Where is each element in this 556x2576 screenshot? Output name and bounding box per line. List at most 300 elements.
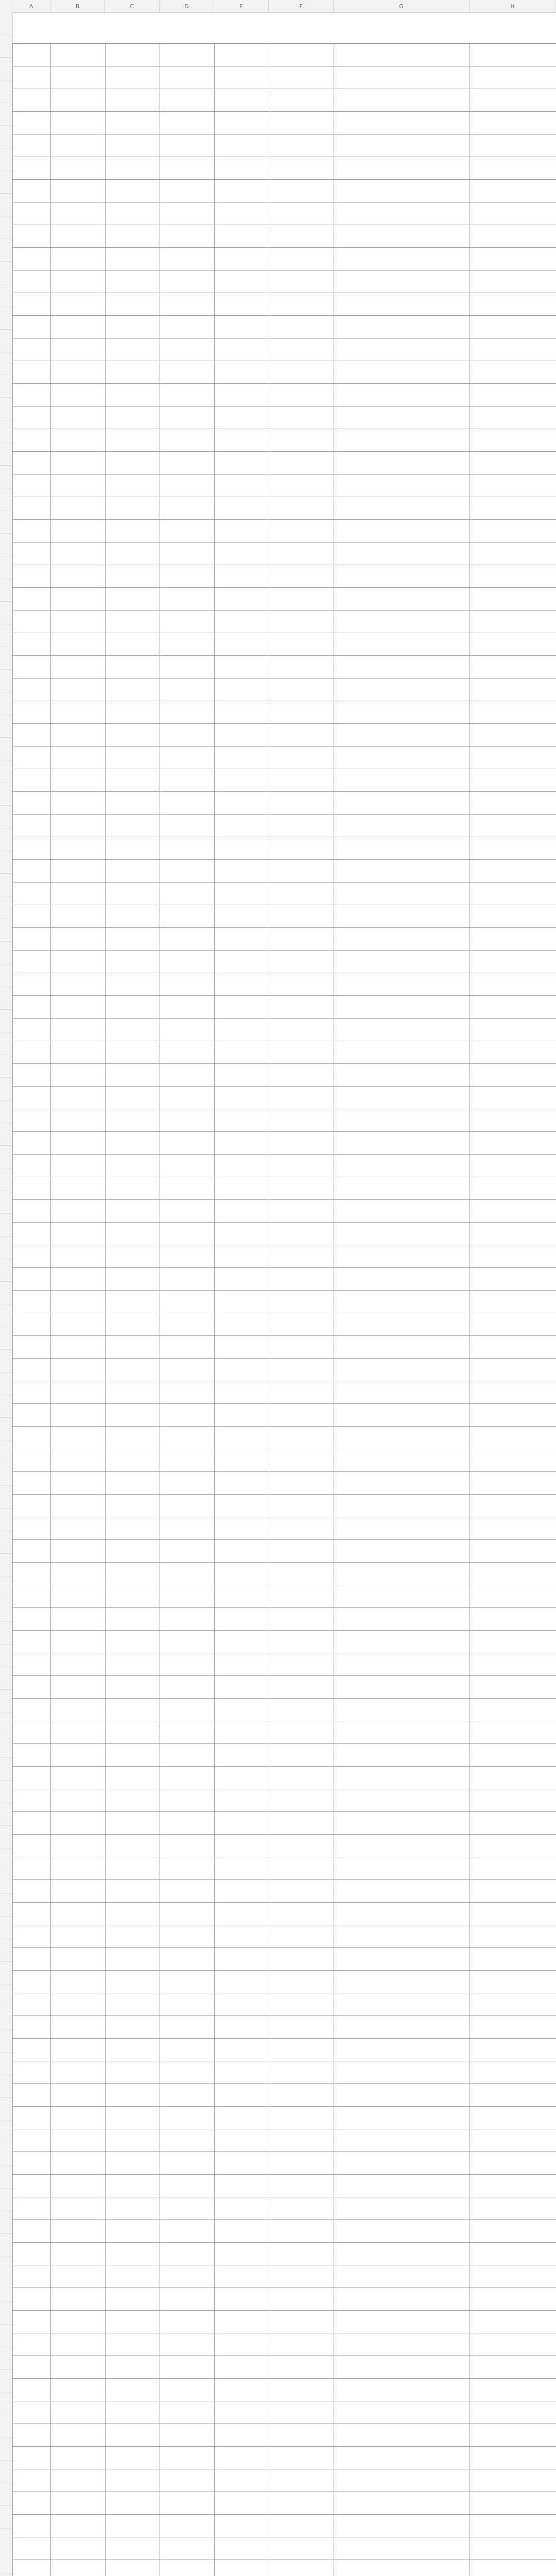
table-cell[interactable] <box>334 815 470 837</box>
column-letter[interactable]: A <box>12 0 50 12</box>
table-cell[interactable] <box>106 474 160 497</box>
table-cell[interactable] <box>51 724 106 747</box>
table-cell[interactable] <box>51 2175 106 2197</box>
table-cell[interactable] <box>269 1585 334 1608</box>
row-number[interactable] <box>0 828 12 851</box>
table-cell[interactable] <box>13 1835 51 1857</box>
table-cell[interactable] <box>13 1472 51 1495</box>
table-cell[interactable] <box>334 1789 470 1812</box>
table-cell[interactable] <box>334 656 470 679</box>
table-cell[interactable] <box>13 474 51 497</box>
row-number[interactable] <box>0 1917 12 1939</box>
table-cell[interactable] <box>13 361 51 384</box>
table-cell[interactable] <box>215 384 269 406</box>
table-cell[interactable] <box>470 837 556 860</box>
table-cell[interactable] <box>106 1993 160 2016</box>
table-cell[interactable] <box>269 2152 334 2175</box>
table-cell[interactable] <box>269 1336 334 1359</box>
table-cell[interactable] <box>334 452 470 474</box>
table-cell[interactable] <box>160 2129 215 2152</box>
table-cell[interactable] <box>334 1495 470 1517</box>
table-cell[interactable] <box>269 406 334 429</box>
table-cell[interactable] <box>106 2515 160 2537</box>
table-cell[interactable] <box>215 1449 269 1472</box>
table-cell[interactable] <box>269 1857 334 1880</box>
table-cell[interactable] <box>106 112 160 134</box>
table-cell[interactable] <box>106 89 160 112</box>
table-cell[interactable] <box>13 1427 51 1449</box>
table-cell[interactable] <box>269 1676 334 1699</box>
table-cell[interactable] <box>470 89 556 112</box>
table-cell[interactable] <box>334 769 470 792</box>
table-cell[interactable] <box>334 2107 470 2129</box>
table-cell[interactable] <box>160 1563 215 1585</box>
table-cell[interactable] <box>269 1903 334 1925</box>
table-cell[interactable] <box>160 905 215 928</box>
table-cell[interactable] <box>160 2537 215 2560</box>
row-number[interactable] <box>0 307 12 330</box>
table-cell[interactable] <box>470 611 556 633</box>
table-cell[interactable] <box>269 202 334 225</box>
table-cell[interactable] <box>334 1359 470 1381</box>
table-cell[interactable] <box>51 611 106 633</box>
table-cell[interactable] <box>160 2311 215 2333</box>
row-number[interactable] <box>0 2189 12 2211</box>
table-cell[interactable] <box>106 973 160 996</box>
table-cell[interactable] <box>13 1223 51 1245</box>
table-cell[interactable] <box>269 2333 334 2356</box>
table-cell[interactable] <box>51 157 106 180</box>
table-cell[interactable] <box>51 112 106 134</box>
table-cell[interactable] <box>51 2401 106 2424</box>
table-cell[interactable] <box>160 1064 215 1087</box>
table-cell[interactable] <box>269 1041 334 1064</box>
table-cell[interactable] <box>269 1563 334 1585</box>
table-cell[interactable] <box>470 1925 556 1948</box>
table-cell[interactable] <box>334 2447 470 2469</box>
table-cell[interactable] <box>215 1835 269 1857</box>
table-cell[interactable] <box>13 2492 51 2515</box>
row-number[interactable] <box>0 35 12 58</box>
row-number[interactable] <box>0 1826 12 1849</box>
row-number[interactable] <box>0 1849 12 1871</box>
table-cell[interactable] <box>334 883 470 905</box>
table-cell[interactable] <box>106 2492 160 2515</box>
row-number[interactable] <box>0 2211 12 2234</box>
table-cell[interactable] <box>470 2129 556 2152</box>
table-cell[interactable] <box>470 2537 556 2560</box>
table-cell[interactable] <box>51 2379 106 2401</box>
table-cell[interactable] <box>269 1268 334 1291</box>
table-cell[interactable] <box>51 1857 106 1880</box>
row-number[interactable] <box>0 1350 12 1372</box>
table-cell[interactable] <box>13 2016 51 2039</box>
table-cell[interactable] <box>269 157 334 180</box>
table-cell[interactable] <box>13 1631 51 1653</box>
table-cell[interactable] <box>269 1540 334 1563</box>
row-number[interactable] <box>0 2257 12 2279</box>
table-cell[interactable] <box>334 2175 470 2197</box>
table-cell[interactable] <box>51 2560 106 2576</box>
table-cell[interactable] <box>106 1880 160 1903</box>
table-cell[interactable] <box>269 452 334 474</box>
table-cell[interactable] <box>334 157 470 180</box>
table-cell[interactable] <box>215 2424 269 2447</box>
table-cell[interactable] <box>215 1381 269 1404</box>
table-cell[interactable] <box>13 293 51 316</box>
table-cell[interactable] <box>269 66 334 89</box>
table-cell[interactable] <box>269 1313 334 1336</box>
table-cell[interactable] <box>13 1313 51 1336</box>
table-cell[interactable] <box>334 1404 470 1427</box>
table-cell[interactable] <box>215 1903 269 1925</box>
table-cell[interactable] <box>269 1291 334 1313</box>
table-cell[interactable] <box>13 883 51 905</box>
table-cell[interactable] <box>470 951 556 973</box>
table-cell[interactable] <box>334 474 470 497</box>
header-cell[interactable] <box>470 44 556 66</box>
table-cell[interactable] <box>334 2379 470 2401</box>
table-cell[interactable] <box>160 633 215 656</box>
table-cell[interactable] <box>215 565 269 588</box>
column-letter[interactable]: C <box>105 0 160 12</box>
table-cell[interactable] <box>51 134 106 157</box>
table-cell[interactable] <box>13 248 51 270</box>
table-cell[interactable] <box>160 2401 215 2424</box>
table-cell[interactable] <box>51 905 106 928</box>
table-cell[interactable] <box>334 2265 470 2288</box>
table-cell[interactable] <box>269 2107 334 2129</box>
table-cell[interactable] <box>334 1721 470 1744</box>
table-cell[interactable] <box>215 1699 269 1721</box>
row-number[interactable] <box>0 1803 12 1826</box>
table-cell[interactable] <box>51 248 106 270</box>
table-cell[interactable] <box>106 1472 160 1495</box>
table-cell[interactable] <box>470 792 556 815</box>
row-number[interactable] <box>0 398 12 420</box>
row-number[interactable] <box>0 760 12 783</box>
table-cell[interactable] <box>51 1359 106 1381</box>
table-cell[interactable] <box>160 180 215 202</box>
table-cell[interactable] <box>334 1245 470 1268</box>
table-cell[interactable] <box>334 2537 470 2560</box>
table-cell[interactable] <box>269 2265 334 2288</box>
row-number[interactable] <box>0 624 12 647</box>
table-cell[interactable] <box>13 701 51 724</box>
table-cell[interactable] <box>269 429 334 452</box>
table-cell[interactable] <box>334 588 470 611</box>
table-cell[interactable] <box>51 1721 106 1744</box>
table-cell[interactable] <box>51 2537 106 2560</box>
table-cell[interactable] <box>470 815 556 837</box>
row-number[interactable] <box>0 1599 12 1622</box>
row-number[interactable] <box>0 1236 12 1259</box>
header-cell[interactable] <box>334 44 470 66</box>
table-cell[interactable] <box>13 1540 51 1563</box>
row-number[interactable] <box>0 262 12 284</box>
table-cell[interactable] <box>160 2016 215 2039</box>
table-cell[interactable] <box>215 1948 269 1971</box>
table-cell[interactable] <box>269 1109 334 1132</box>
table-cell[interactable] <box>215 1336 269 1359</box>
table-cell[interactable] <box>13 837 51 860</box>
table-cell[interactable] <box>160 543 215 565</box>
table-cell[interactable] <box>215 89 269 112</box>
table-cell[interactable] <box>106 1676 160 1699</box>
row-number[interactable] <box>0 534 12 556</box>
table-cell[interactable] <box>51 2356 106 2379</box>
table-cell[interactable] <box>334 1676 470 1699</box>
table-cell[interactable] <box>269 2220 334 2243</box>
table-cell[interactable] <box>13 1744 51 1767</box>
table-cell[interactable] <box>106 1835 160 1857</box>
table-cell[interactable] <box>269 1245 334 1268</box>
table-cell[interactable] <box>215 2084 269 2107</box>
table-cell[interactable] <box>334 1155 470 1177</box>
table-cell[interactable] <box>13 2311 51 2333</box>
table-cell[interactable] <box>215 1132 269 1155</box>
table-cell[interactable] <box>160 2175 215 2197</box>
row-number[interactable] <box>0 1531 12 1554</box>
table-cell[interactable] <box>215 1563 269 1585</box>
table-cell[interactable] <box>215 1019 269 1041</box>
table-cell[interactable] <box>51 2152 106 2175</box>
table-cell[interactable] <box>13 2039 51 2061</box>
table-cell[interactable] <box>470 1744 556 1767</box>
table-cell[interactable] <box>215 1087 269 1109</box>
table-cell[interactable] <box>334 905 470 928</box>
row-number[interactable] <box>0 1509 12 1531</box>
table-cell[interactable] <box>470 2447 556 2469</box>
table-cell[interactable] <box>334 1041 470 1064</box>
table-cell[interactable] <box>13 1857 51 1880</box>
table-cell[interactable] <box>13 202 51 225</box>
table-cell[interactable] <box>269 1517 334 1540</box>
table-cell[interactable] <box>106 2424 160 2447</box>
table-cell[interactable] <box>215 1789 269 1812</box>
table-cell[interactable] <box>51 2515 106 2537</box>
table-cell[interactable] <box>13 973 51 996</box>
table-cell[interactable] <box>51 406 106 429</box>
table-cell[interactable] <box>215 1109 269 1132</box>
row-number[interactable] <box>0 670 12 692</box>
table-cell[interactable] <box>269 1449 334 1472</box>
table-cell[interactable] <box>334 1064 470 1087</box>
table-cell[interactable] <box>160 2469 215 2492</box>
table-cell[interactable] <box>470 474 556 497</box>
table-cell[interactable] <box>106 1631 160 1653</box>
table-cell[interactable] <box>269 996 334 1019</box>
table-cell[interactable] <box>215 1993 269 2016</box>
row-number[interactable] <box>0 126 12 148</box>
table-cell[interactable] <box>160 724 215 747</box>
table-cell[interactable] <box>334 679 470 701</box>
table-cell[interactable] <box>334 1993 470 2016</box>
table-cell[interactable] <box>160 452 215 474</box>
table-cell[interactable] <box>13 1155 51 1177</box>
table-cell[interactable] <box>334 792 470 815</box>
table-cell[interactable] <box>334 1971 470 1993</box>
table-cell[interactable] <box>215 2311 269 2333</box>
table-cell[interactable] <box>215 66 269 89</box>
table-cell[interactable] <box>470 860 556 883</box>
table-cell[interactable] <box>215 860 269 883</box>
table-cell[interactable] <box>269 1223 334 1245</box>
row-number[interactable] <box>0 2166 12 2189</box>
table-cell[interactable] <box>269 2447 334 2469</box>
table-cell[interactable] <box>51 1880 106 1903</box>
table-cell[interactable] <box>106 1336 160 1359</box>
table-cell[interactable] <box>106 2288 160 2311</box>
table-cell[interactable] <box>269 1200 334 1223</box>
table-cell[interactable] <box>215 837 269 860</box>
row-number[interactable] <box>0 330 12 352</box>
table-cell[interactable] <box>51 1789 106 1812</box>
table-cell[interactable] <box>106 1517 160 1540</box>
table-cell[interactable] <box>269 1925 334 1948</box>
table-cell[interactable] <box>470 1948 556 1971</box>
table-cell[interactable] <box>215 2107 269 2129</box>
table-cell[interactable] <box>51 1472 106 1495</box>
row-number[interactable] <box>0 2053 12 2075</box>
table-cell[interactable] <box>51 429 106 452</box>
table-cell[interactable] <box>334 951 470 973</box>
table-cell[interactable] <box>269 1472 334 1495</box>
table-cell[interactable] <box>13 1812 51 1835</box>
table-cell[interactable] <box>215 2469 269 2492</box>
table-cell[interactable] <box>106 1495 160 1517</box>
table-cell[interactable] <box>269 2469 334 2492</box>
table-cell[interactable] <box>470 1835 556 1857</box>
table-cell[interactable] <box>215 1925 269 1948</box>
row-number[interactable] <box>0 171 12 194</box>
table-cell[interactable] <box>51 2311 106 2333</box>
table-cell[interactable] <box>334 1767 470 1789</box>
table-cell[interactable] <box>160 1993 215 2016</box>
table-cell[interactable] <box>106 406 160 429</box>
table-cell[interactable] <box>160 1313 215 1336</box>
table-cell[interactable] <box>106 1245 160 1268</box>
row-number[interactable] <box>0 1939 12 1962</box>
table-cell[interactable] <box>215 1517 269 1540</box>
table-cell[interactable] <box>106 1291 160 1313</box>
table-cell[interactable] <box>13 2084 51 2107</box>
row-number[interactable] <box>0 239 12 262</box>
table-cell[interactable] <box>334 2039 470 2061</box>
row-number[interactable] <box>0 738 12 760</box>
table-cell[interactable] <box>51 1812 106 1835</box>
row-number[interactable] <box>0 420 12 443</box>
table-cell[interactable] <box>470 724 556 747</box>
table-cell[interactable] <box>160 1608 215 1631</box>
row-number[interactable] <box>0 12 12 35</box>
table-cell[interactable] <box>470 361 556 384</box>
table-cell[interactable] <box>160 2515 215 2537</box>
table-cell[interactable] <box>269 724 334 747</box>
table-cell[interactable] <box>106 1313 160 1336</box>
table-cell[interactable] <box>334 1200 470 1223</box>
table-cell[interactable] <box>106 1087 160 1109</box>
table-cell[interactable] <box>51 1563 106 1585</box>
table-cell[interactable] <box>51 565 106 588</box>
table-cell[interactable] <box>334 1744 470 1767</box>
table-cell[interactable] <box>106 1223 160 1245</box>
table-cell[interactable] <box>215 1721 269 1744</box>
row-number[interactable] <box>0 1758 12 1781</box>
table-cell[interactable] <box>269 225 334 248</box>
table-cell[interactable] <box>470 1563 556 1585</box>
table-cell[interactable] <box>106 656 160 679</box>
table-cell[interactable] <box>470 180 556 202</box>
table-cell[interactable] <box>160 293 215 316</box>
table-cell[interactable] <box>470 1404 556 1427</box>
table-cell[interactable] <box>106 1653 160 1676</box>
table-cell[interactable] <box>334 520 470 543</box>
table-cell[interactable] <box>215 656 269 679</box>
table-cell[interactable] <box>160 1767 215 1789</box>
table-cell[interactable] <box>334 611 470 633</box>
row-number[interactable] <box>0 1781 12 1803</box>
row-number[interactable] <box>0 148 12 171</box>
table-cell[interactable] <box>51 2107 106 2129</box>
table-cell[interactable] <box>13 1245 51 1268</box>
table-cell[interactable] <box>334 134 470 157</box>
table-cell[interactable] <box>160 611 215 633</box>
header-cell[interactable] <box>160 44 215 66</box>
table-cell[interactable] <box>160 112 215 134</box>
table-cell[interactable] <box>470 1676 556 1699</box>
table-cell[interactable] <box>215 157 269 180</box>
table-cell[interactable] <box>470 1903 556 1925</box>
table-cell[interactable] <box>470 973 556 996</box>
table-cell[interactable] <box>334 1903 470 1925</box>
table-cell[interactable] <box>470 2175 556 2197</box>
table-cell[interactable] <box>470 2016 556 2039</box>
table-cell[interactable] <box>334 724 470 747</box>
table-cell[interactable] <box>269 2061 334 2084</box>
table-cell[interactable] <box>13 928 51 951</box>
column-letter[interactable]: H <box>470 0 556 12</box>
row-number[interactable] <box>0 488 12 511</box>
table-cell[interactable] <box>470 2356 556 2379</box>
table-cell[interactable] <box>215 1472 269 1495</box>
table-cell[interactable] <box>51 588 106 611</box>
row-number[interactable] <box>0 1894 12 1917</box>
table-cell[interactable] <box>269 951 334 973</box>
table-cell[interactable] <box>106 180 160 202</box>
table-cell[interactable] <box>269 1404 334 1427</box>
table-cell[interactable] <box>51 543 106 565</box>
row-number[interactable] <box>0 1962 12 1985</box>
table-cell[interactable] <box>269 1381 334 1404</box>
table-cell[interactable] <box>470 1291 556 1313</box>
table-cell[interactable] <box>106 2016 160 2039</box>
table-cell[interactable] <box>13 1064 51 1087</box>
table-cell[interactable] <box>106 2129 160 2152</box>
table-cell[interactable] <box>334 429 470 452</box>
table-cell[interactable] <box>51 474 106 497</box>
table-cell[interactable] <box>106 1427 160 1449</box>
table-cell[interactable] <box>269 769 334 792</box>
table-cell[interactable] <box>106 429 160 452</box>
table-cell[interactable] <box>106 270 160 293</box>
table-cell[interactable] <box>470 2265 556 2288</box>
table-cell[interactable] <box>160 1109 215 1132</box>
table-cell[interactable] <box>13 588 51 611</box>
table-cell[interactable] <box>51 1041 106 1064</box>
table-cell[interactable] <box>160 406 215 429</box>
table-cell[interactable] <box>269 815 334 837</box>
